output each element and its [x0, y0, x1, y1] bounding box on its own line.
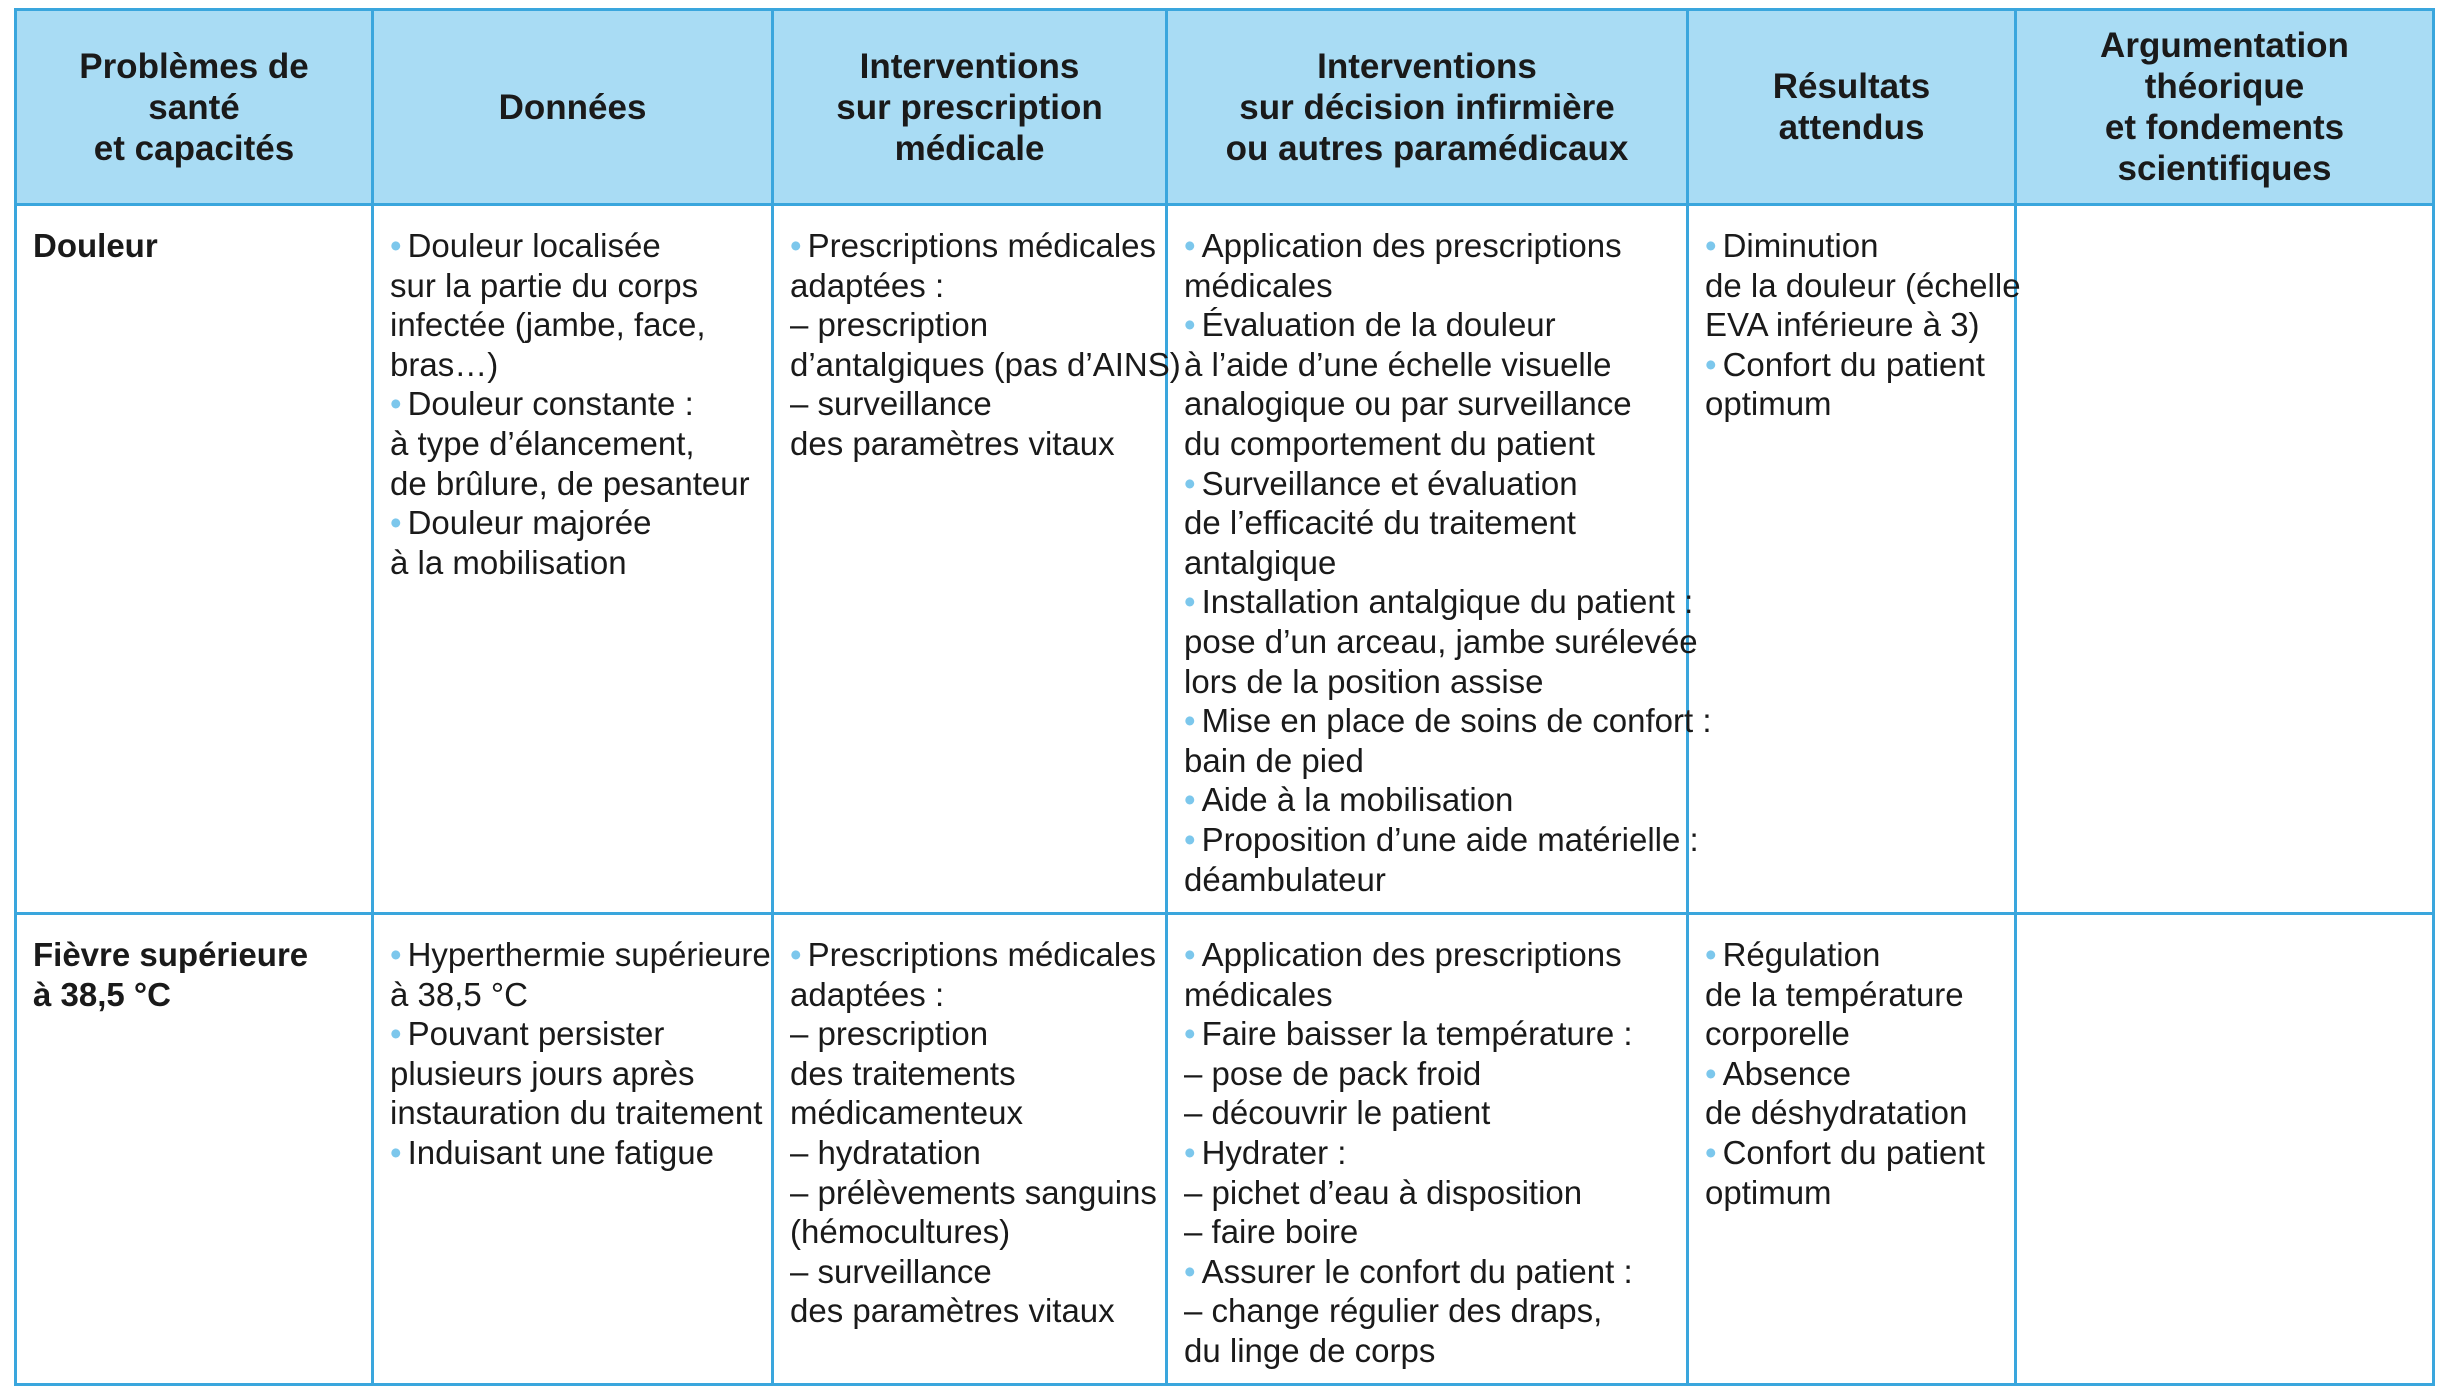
list-item-line — [1184, 860, 1672, 900]
list-item — [1184, 935, 1672, 1014]
list-item-text: bras…) — [390, 345, 499, 383]
list-item-line — [1184, 1331, 1672, 1371]
list-item-text: de déshydratation — [1705, 1094, 1968, 1132]
list-item-text: Douleur majorée — [407, 504, 652, 542]
list-item — [1184, 1252, 1672, 1292]
list-item-text: de l’efficacité du traitement — [1184, 504, 1576, 542]
donnees-cell — [373, 205, 773, 914]
table-row — [16, 205, 2434, 914]
list-item-text: médicales — [1184, 975, 1333, 1013]
list-item-text: adaptées : — [790, 975, 945, 1013]
list-item-text: Faire baisser la température : — [1201, 1015, 1633, 1053]
list-item-line — [1705, 1093, 2000, 1133]
list-item — [1184, 305, 1672, 463]
list-item — [1184, 780, 1672, 820]
list-item-line — [1184, 345, 1672, 385]
list-item-text: Douleur localisée — [407, 227, 661, 264]
list-item-text: des traitements — [790, 1054, 1016, 1092]
list-item-line — [1184, 226, 1672, 266]
list-item-text: pose d’un arceau, jambe surélevée — [1184, 622, 1698, 660]
bullet-icon: • — [1705, 1054, 1717, 1092]
list-item-text: Absence — [1722, 1054, 1851, 1092]
bullet-icon: • — [1184, 1133, 1196, 1171]
list-item-text: Pouvant persister — [407, 1015, 665, 1053]
bullet-icon: • — [1184, 781, 1196, 819]
list-item-line — [1184, 935, 1672, 975]
bullet-icon: • — [1184, 936, 1196, 973]
list-item — [1184, 1133, 1672, 1173]
list-item-text: Hyperthermie supérieure — [407, 936, 771, 973]
table-row — [16, 914, 2434, 1385]
list-item-line — [390, 1133, 757, 1173]
bullet-icon: • — [1184, 227, 1196, 264]
list-item-line — [390, 226, 757, 266]
list-item-line — [1184, 1133, 1672, 1173]
list-item — [1184, 1014, 1672, 1054]
list-item-line — [1705, 384, 2000, 424]
list-item-text: infectée (jambe, face, — [390, 306, 706, 344]
list-item-text: à l’aide d’une échelle visuelle — [1184, 345, 1612, 383]
problem-cell — [16, 914, 373, 1385]
list-item — [1184, 1212, 1672, 1252]
list-item-line — [790, 424, 1151, 464]
list-item-text: lors de la position assise — [1184, 662, 1544, 700]
list-item-line — [390, 503, 757, 543]
list-item-text: instauration du traitement — [390, 1094, 763, 1132]
list-item-text: Diminution — [1722, 227, 1879, 264]
list-item-text: Confort du patient — [1722, 345, 1985, 383]
list-item — [1184, 1173, 1672, 1213]
list-item-text: Application des prescriptions — [1201, 936, 1622, 973]
list-item-text: – surveillance — [790, 385, 992, 423]
list-item-line — [1705, 266, 2021, 306]
list-item-line — [1184, 384, 1672, 424]
list-item-text: de la température — [1705, 975, 1964, 1013]
header-infirmiere: Interventions sur décision infirmière ou autres paramédicaux — [1167, 10, 1688, 205]
bullet-icon: • — [390, 385, 402, 423]
resultats-cell — [1688, 205, 2021, 914]
list-item — [1184, 820, 1699, 899]
prescription-cell — [773, 205, 1181, 914]
list-item-text: plusieurs jours après — [390, 1054, 695, 1092]
list-item — [790, 1252, 1151, 1331]
infirmiere-cell — [1167, 205, 1712, 914]
list-item-text: des paramètres vitaux — [790, 424, 1115, 462]
list-item — [790, 935, 1157, 1014]
list-item-line — [790, 1014, 1151, 1054]
list-item-text: – pichet d’eau à disposition — [1184, 1173, 1583, 1211]
list-item-line — [790, 345, 1181, 385]
list-item-line — [1184, 1291, 1672, 1331]
list-item-text: Application des prescriptions — [1201, 227, 1622, 264]
list-item-line — [1705, 1133, 2000, 1173]
list-item-text: – pose de pack froid — [1184, 1054, 1482, 1092]
list-item-line — [1184, 1212, 1672, 1252]
list-item-line — [1184, 741, 1672, 781]
list-item-line — [1184, 1093, 1672, 1133]
bullet-icon: • — [1705, 227, 1717, 264]
list-item-text: sur la partie du corps — [390, 266, 699, 304]
bullet-icon: • — [1184, 583, 1196, 621]
list-item — [1184, 1093, 1672, 1133]
bullet-icon: • — [1705, 1133, 1717, 1171]
list-item-text: Aide à la mobilisation — [1201, 781, 1514, 819]
header-resultats: Résultats attendus — [1688, 10, 2016, 205]
list-item-text: Prescriptions médicales — [807, 227, 1157, 264]
list-item-text: déambulateur — [1184, 860, 1386, 898]
list-item-text: médicales — [1184, 266, 1333, 304]
list-item — [1184, 464, 1672, 583]
header-argumentation: Argumentation théorique et fondements scientifiques — [2016, 10, 2434, 205]
list-item — [390, 1014, 763, 1133]
list-item-text: adaptées : — [790, 266, 945, 304]
list-item-line — [790, 935, 1157, 975]
header-prescription: Interventions sur prescription médicale — [773, 10, 1167, 205]
list-item-line — [790, 1173, 1157, 1213]
list-item-line — [1184, 464, 1672, 504]
list-item-line — [390, 305, 757, 345]
list-item-text: du linge de corps — [1184, 1331, 1436, 1369]
list-item — [1184, 226, 1672, 305]
donnees-cell — [373, 914, 773, 1385]
list-item-text: de la douleur (échelle — [1705, 266, 2021, 304]
list-item — [1705, 1054, 2000, 1133]
list-item-text: – faire boire — [1184, 1213, 1359, 1251]
list-item-text: (hémocultures) — [790, 1213, 1011, 1251]
list-item — [790, 1173, 1157, 1252]
list-item-line — [390, 935, 771, 975]
list-item-line — [1184, 305, 1672, 345]
list-item-text: des paramètres vitaux — [790, 1292, 1115, 1330]
list-item-line — [1705, 226, 2000, 266]
list-item-text: – surveillance — [790, 1252, 992, 1290]
list-item-text: médicamenteux — [790, 1094, 1023, 1132]
problem-cell — [16, 205, 373, 914]
infirmiere-cell — [1167, 914, 1688, 1385]
list-item-text: Prescriptions médicales — [807, 936, 1157, 973]
bullet-icon: • — [1705, 345, 1717, 383]
list-item-line — [1705, 1054, 2000, 1094]
list-item-line — [390, 266, 757, 306]
header-problemes: Problèmes de santé et capacités — [16, 10, 373, 205]
list-item — [790, 305, 1181, 384]
list-item-line — [790, 1054, 1151, 1094]
list-item — [390, 226, 757, 384]
list-item-text: – prescription — [790, 306, 989, 344]
list-item-line — [790, 1252, 1151, 1292]
list-item-line — [1184, 582, 1694, 622]
list-item-line — [1184, 975, 1672, 1015]
list-item-text: – prescription — [790, 1015, 989, 1053]
list-item-text: Assurer le confort du patient : — [1201, 1252, 1633, 1290]
bullet-icon: • — [1184, 1015, 1196, 1053]
list-item — [1184, 582, 1698, 701]
list-item-text: Surveillance et évaluation — [1201, 464, 1578, 502]
list-item-text: Évaluation de la douleur — [1201, 306, 1556, 344]
list-item-line — [390, 1054, 757, 1094]
list-item-line — [1705, 1173, 2000, 1213]
list-item-text: optimum — [1705, 385, 1832, 423]
list-item-line — [390, 975, 757, 1015]
list-item-line — [390, 464, 757, 504]
bullet-icon: • — [390, 936, 402, 973]
bullet-icon: • — [390, 504, 402, 542]
list-item-line — [1184, 1252, 1672, 1292]
list-item-text: d’antalgiques (pas d’AINS) — [790, 345, 1181, 383]
list-item-text: – hydratation — [790, 1133, 981, 1171]
list-item — [1705, 1133, 2000, 1212]
list-item — [790, 1133, 1151, 1173]
list-item — [790, 1014, 1151, 1133]
list-item — [390, 1133, 757, 1173]
list-item-text: Hydrater : — [1201, 1133, 1347, 1171]
list-item-line — [790, 226, 1157, 266]
list-item — [1705, 935, 2000, 1054]
prescription-cell — [773, 914, 1167, 1385]
list-item — [1184, 1291, 1672, 1370]
bullet-icon: • — [790, 936, 802, 973]
list-item — [790, 226, 1157, 305]
list-item-line — [1184, 503, 1672, 543]
bullet-icon: • — [1184, 820, 1196, 858]
list-item-text: – découvrir le patient — [1184, 1094, 1491, 1132]
list-item-text: à la mobilisation — [390, 543, 627, 581]
list-item-line — [790, 975, 1151, 1015]
list-item-text: analogique ou par surveillance — [1184, 385, 1632, 423]
problem-label: Fièvre supérieure à 38,5 °C — [33, 936, 309, 1013]
list-item-line — [1184, 820, 1699, 860]
list-item-line — [1184, 622, 1698, 662]
list-item — [1705, 345, 2000, 424]
argumentation-cell — [2016, 914, 2434, 1385]
list-item-text: Installation antalgique du patient : — [1201, 583, 1694, 621]
list-item — [390, 935, 771, 1014]
list-item-line — [390, 1014, 757, 1054]
list-item-line — [1705, 935, 2000, 975]
list-item-text: – change régulier des draps, — [1184, 1292, 1603, 1330]
list-item-line — [1705, 975, 2000, 1015]
resultats-cell — [1688, 914, 2016, 1385]
bullet-icon: • — [1184, 464, 1196, 502]
list-item-line — [1705, 1014, 2000, 1054]
list-item-line — [390, 424, 757, 464]
list-item — [1184, 701, 1712, 780]
list-item-line — [1184, 662, 1672, 702]
list-item-text: de brûlure, de pesanteur — [390, 464, 750, 502]
bullet-icon: • — [790, 227, 802, 264]
list-item-line — [790, 384, 1151, 424]
list-item-line — [790, 1093, 1151, 1133]
list-item — [790, 384, 1151, 463]
list-item — [390, 503, 757, 582]
list-item-text: Douleur constante : — [407, 385, 694, 423]
problem-label: Douleur — [33, 227, 158, 264]
list-item-text: Confort du patient — [1722, 1133, 1985, 1171]
list-item-text: à 38,5 °C — [390, 975, 528, 1013]
list-item-line — [1705, 345, 2000, 385]
list-item-line — [790, 1212, 1151, 1252]
care-plan-table — [14, 8, 2435, 1386]
list-item-line — [1184, 543, 1672, 583]
bullet-icon: • — [1184, 1252, 1196, 1290]
list-item — [1184, 1054, 1672, 1094]
list-item-text: à type d’élancement, — [390, 424, 695, 462]
list-item-text: Régulation — [1722, 936, 1881, 973]
list-item-line — [1184, 1054, 1672, 1094]
list-item-line — [790, 305, 1151, 345]
list-item-line — [390, 384, 757, 424]
bullet-icon: • — [1705, 936, 1717, 973]
list-item-text: EVA inférieure à 3) — [1705, 306, 1980, 344]
list-item-line — [1184, 1014, 1672, 1054]
list-item-text: Proposition d’une aide matérielle : — [1201, 820, 1699, 858]
list-item-line — [390, 543, 757, 583]
list-item-text: Mise en place de soins de confort : — [1201, 702, 1712, 740]
header-donnees: Données — [373, 10, 773, 205]
bullet-icon: • — [390, 227, 402, 264]
list-item-line — [1184, 424, 1672, 464]
list-item-line — [790, 1291, 1151, 1331]
list-item-text: du comportement du patient — [1184, 424, 1595, 462]
list-item-text: bain de pied — [1184, 741, 1364, 779]
list-item-text: – prélèvements sanguins — [790, 1173, 1157, 1211]
bullet-icon: • — [1184, 702, 1196, 740]
list-item-line — [1184, 701, 1712, 741]
list-item-text: optimum — [1705, 1173, 1832, 1211]
header-row — [16, 10, 2434, 205]
list-item-line — [1184, 266, 1672, 306]
list-item-line — [1184, 1173, 1672, 1213]
list-item-line — [790, 266, 1151, 306]
list-item-line — [390, 345, 757, 385]
argumentation-cell — [2016, 205, 2434, 914]
list-item — [390, 384, 757, 503]
list-item-line — [1184, 780, 1672, 820]
list-item-line — [1705, 305, 2000, 345]
list-item-line — [790, 1133, 1151, 1173]
list-item-text: corporelle — [1705, 1015, 1850, 1053]
bullet-icon: • — [1184, 306, 1196, 344]
list-item-line — [390, 1093, 763, 1133]
bullet-icon: • — [390, 1015, 402, 1053]
list-item — [1705, 226, 2021, 345]
bullet-icon: • — [390, 1133, 402, 1171]
list-item-text: antalgique — [1184, 543, 1337, 581]
list-item-text: Induisant une fatigue — [407, 1133, 714, 1171]
